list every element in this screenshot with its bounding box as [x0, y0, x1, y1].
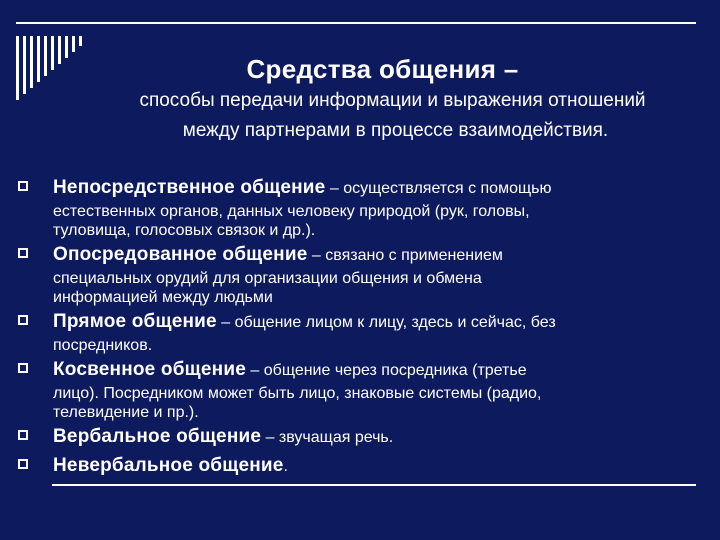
square-bullet-icon: [18, 315, 28, 325]
list-item: [18, 424, 698, 451]
item-continuation: туловища, голосовых связок и др.).: [53, 222, 316, 239]
subtitle-line-2: между партнерами в процессе взаимодействия.: [182, 120, 609, 141]
subtitle-line-1: способы передачи информации и выражения отношений: [139, 90, 646, 111]
item-continuation: телевидение и пр.).: [53, 404, 199, 421]
list-item: [18, 242, 698, 307]
title-text: Средства общения: [246, 54, 497, 84]
slide-title: [50, 52, 715, 86]
item-continuation: естественных органов, данных человеку природой (рук, головы,: [53, 203, 530, 220]
item-continuation: специальных орудий для организации общения и обмена: [53, 270, 482, 287]
item-term: Опосредованное общение: [53, 244, 308, 265]
item-term: Прямое общение: [53, 311, 217, 332]
top-rule: [16, 22, 696, 24]
item-definition: – общение через посредника (третье: [245, 362, 527, 379]
item-definition: – звучащая речь.: [261, 429, 394, 446]
item-continuation: лицо). Посредником может быть лицо, знаковые системы (радио,: [53, 385, 542, 402]
list-item: [18, 175, 698, 240]
square-bullet-icon: [18, 459, 28, 469]
item-definition: – связано с применением: [307, 247, 503, 264]
square-bullet-icon: [18, 430, 28, 440]
item-term: Косвенное общение: [53, 359, 246, 380]
bullet-list: [18, 175, 698, 482]
item-definition: – общение лицом к лицу, здесь и сейчас, без: [216, 314, 556, 331]
item-term: Вербальное общение: [53, 426, 262, 447]
bottom-rule: [52, 484, 696, 486]
title-block: [50, 52, 715, 146]
list-item: [18, 309, 698, 355]
square-bullet-icon: [18, 181, 28, 191]
list-item: [18, 357, 698, 422]
slide-subtitle: [50, 86, 715, 146]
item-definition: .: [283, 458, 288, 475]
item-term: Невербальное общение: [53, 455, 284, 476]
square-bullet-icon: [18, 363, 28, 373]
list-item: [18, 453, 698, 480]
item-continuation: посредников.: [53, 337, 153, 354]
item-term: Непосредственное общение: [53, 177, 326, 198]
square-bullet-icon: [18, 248, 28, 258]
title-dash: –: [496, 54, 519, 84]
item-definition: – осуществляется с помощью: [325, 180, 552, 197]
item-continuation: информацией между людьми: [53, 289, 273, 306]
